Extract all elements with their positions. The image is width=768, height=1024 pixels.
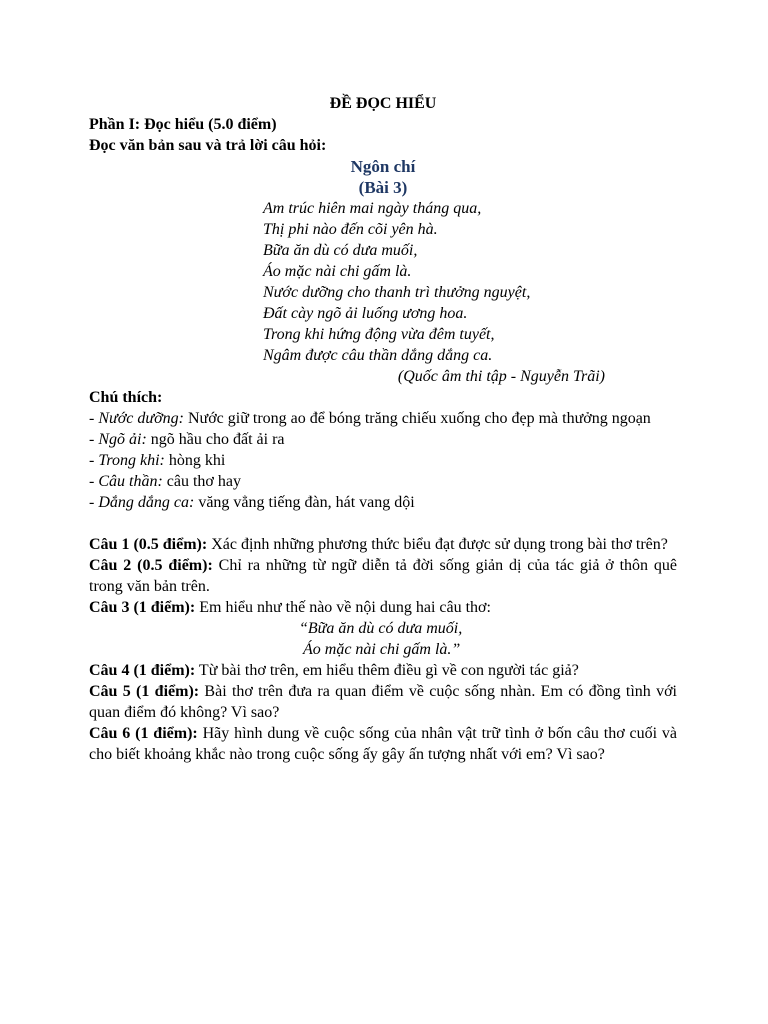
- note-item: [89, 471, 677, 492]
- poem-line: Bữa ăn dù có dưa muối,: [263, 242, 418, 259]
- poem-body: [263, 198, 677, 366]
- document-content: [89, 93, 677, 765]
- question-text: Chỉ ra những từ ngữ diễn tả đời sống giản dị của tác giả ở thôn quê trong văn bản trên.: [89, 557, 677, 595]
- note-item: [89, 492, 677, 513]
- question-text: Xác định những phương thức biểu đạt được sử dụng trong bài thơ trên?: [207, 536, 668, 553]
- poem-subtitle: (Bài 3): [358, 178, 408, 197]
- question-5: [89, 681, 677, 723]
- question-6: [89, 723, 677, 765]
- note-item: [89, 429, 677, 450]
- question-text: Bài thơ trên đưa ra quan điểm về cuộc sống nhàn. Em có đồng tình với quan điểm đó không? Vì sao?: [89, 683, 678, 721]
- question-3: [89, 597, 677, 618]
- notes-heading: Chú thích:: [89, 389, 163, 406]
- quote-line: “Bữa ăn dù có dưa muối,: [299, 620, 463, 637]
- note-term: - Câu thần:: [89, 473, 163, 490]
- question-text: Từ bài thơ trên, em hiểu thêm điều gì về con người tác giả?: [195, 662, 579, 679]
- note-item: [89, 408, 677, 429]
- note-term: - Ngõ ải:: [89, 431, 147, 448]
- question-label: Câu 3 (1 điểm):: [89, 599, 196, 616]
- poem-line: Am trúc hiên mai ngày tháng qua,: [263, 200, 482, 217]
- quoted-verse: [299, 618, 677, 660]
- note-definition: câu thơ hay: [162, 473, 241, 490]
- note-item: [89, 450, 677, 471]
- part-heading: Phần I: Đọc hiểu (5.0 điểm): [89, 116, 277, 133]
- poem-line: Nước dưỡng cho thanh trì thưởng nguyệt,: [263, 284, 531, 301]
- quote-line: Áo mặc nài chi gấm là.”: [303, 641, 461, 658]
- poem-line: Đất cày ngõ ải luống ương hoa.: [263, 305, 468, 322]
- note-term: - Nước dưỡng:: [89, 410, 184, 427]
- question-text: Hãy hình dung về cuộc sống của nhân vật trữ tình ở bốn câu thơ cuối và cho biết khoảng khắc nào trong cuộc sống ấy gây ấn tượng nhất với em? Vì sao?: [89, 725, 677, 763]
- poem-line: Áo mặc nài chi gấm là.: [263, 263, 412, 280]
- note-definition: hòng khi: [164, 452, 226, 469]
- note-definition: Nước giữ trong ao để bóng trăng chiếu xuống cho đẹp mà thưởng ngoạn: [183, 410, 651, 427]
- page-title: ĐỀ ĐỌC HIỂU: [329, 95, 437, 112]
- poem-attribution: (Quốc âm thi tập - Nguyễn Trãi): [397, 368, 605, 385]
- question-label: Câu 2 (0.5 điểm):: [89, 557, 213, 574]
- question-2: [89, 555, 677, 597]
- question-label: Câu 4 (1 điểm):: [89, 662, 196, 679]
- question-label: Câu 5 (1 điểm):: [89, 683, 200, 700]
- question-4: [89, 660, 677, 681]
- poem-line: Thị phi nào đến cõi yên hà.: [263, 221, 438, 238]
- note-definition: văng vẳng tiếng đàn, hát vang dội: [194, 494, 415, 511]
- spacer: [89, 513, 677, 534]
- poem-line: Ngâm được câu thần dắng dắng ca.: [263, 347, 493, 364]
- question-1: [89, 534, 677, 555]
- note-term: - Dắng dắng ca:: [89, 494, 195, 511]
- question-text: Em hiểu như thế nào về nội dung hai câu thơ:: [195, 599, 491, 616]
- note-term: - Trong khi:: [89, 452, 165, 469]
- note-definition: ngõ hầu cho đất ải ra: [146, 431, 285, 448]
- poem-line: Trong khi hứng động vừa đêm tuyết,: [263, 326, 495, 343]
- question-label: Câu 6 (1 điểm):: [89, 725, 198, 742]
- question-label: Câu 1 (0.5 điểm):: [89, 536, 208, 553]
- poem-title: Ngôn chí: [350, 157, 416, 176]
- instruction: Đọc văn bản sau và trả lời câu hỏi:: [89, 137, 327, 154]
